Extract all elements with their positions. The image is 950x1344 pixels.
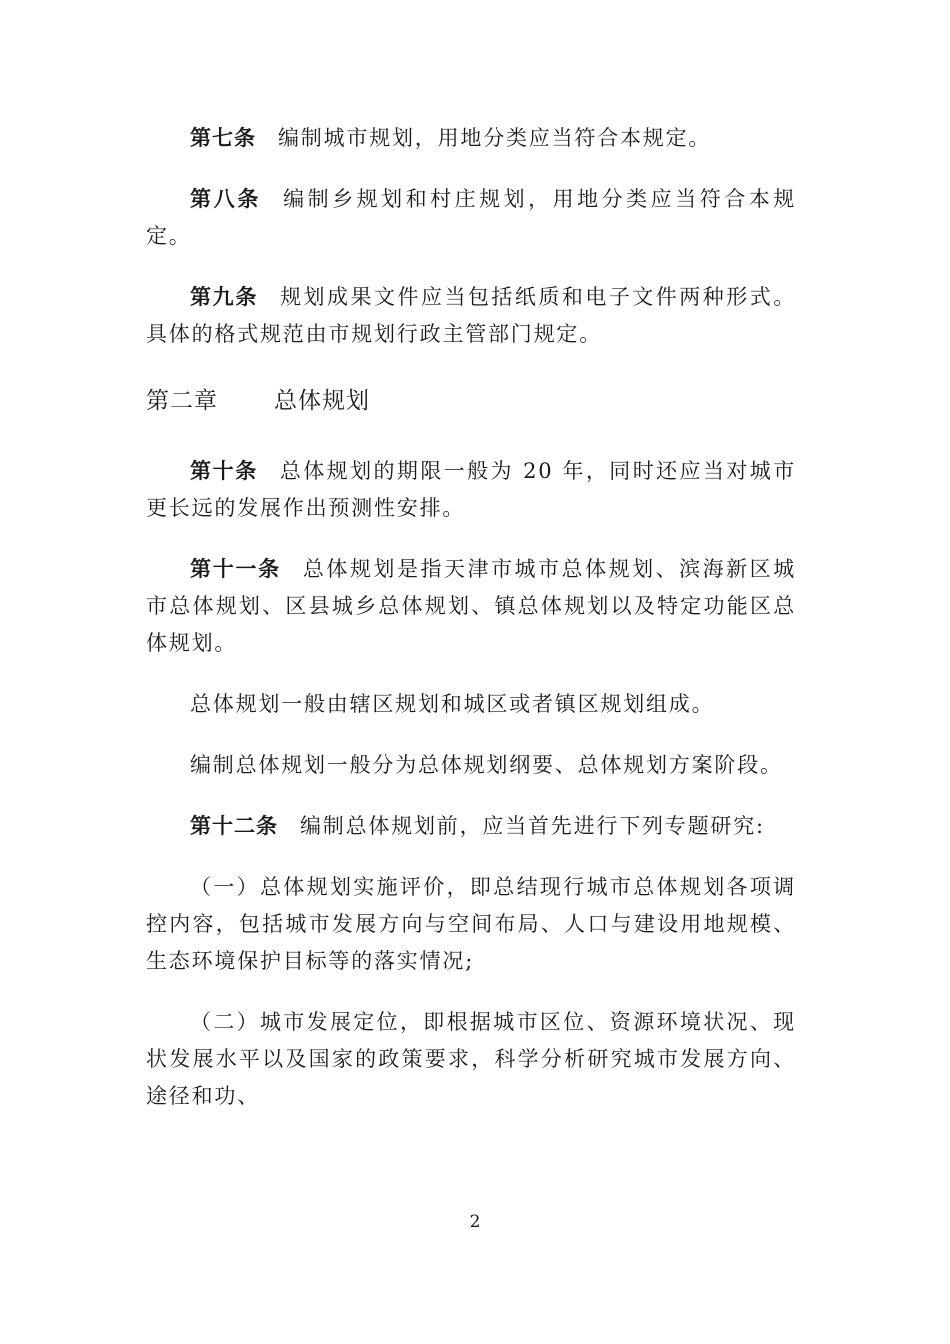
article-12-item-1: （一）总体规划实施评价，即总结现行城市总体规划各项调控内容，包括城市发展方向与空间布局、人口与建设用地规模、生态环境保护目标等的落实情况; (146, 875, 796, 973)
article-11-text: 总体规划是指天津市城市总体规划、滨海新区城市总体规划、区县城乡总体规划、镇总体规划以及特定功能区总体规划。 (146, 557, 796, 655)
article-7-label: 第七条 (190, 126, 256, 150)
article-7-text: 编制城市规划，用地分类应当符合本规定。 (278, 126, 712, 150)
article-10-label: 第十条 (190, 459, 258, 483)
article-11-label: 第十一条 (190, 557, 281, 581)
article-8-text: 编制乡规划和村庄规划，用地分类应当符合本规定。 (146, 187, 796, 248)
article-12-item-2: （二）城市发展定位，即根据城市区位、资源环境状况、现状发展水平以及国家的政策要求，科学分析研究城市发展方向、途径和功、 (146, 1010, 796, 1108)
article-12-label: 第十二条 (190, 814, 278, 838)
chapter-title: 总体规划 (274, 388, 370, 414)
article-12-text: 编制总体规划前，应当首先进行下列专题研究: (300, 814, 765, 838)
chapter-heading (146, 383, 796, 420)
chapter-number: 第二章 (146, 388, 218, 414)
article-10 (146, 453, 796, 527)
article-7 (146, 120, 796, 157)
article-9-label: 第九条 (190, 285, 259, 309)
article-8 (146, 181, 796, 255)
article-12 (146, 808, 796, 845)
page-content (146, 120, 796, 1139)
article-8-label: 第八条 (190, 187, 262, 211)
article-11 (146, 551, 796, 662)
article-10-text: 总体规划的期限一般为 20 年，同时还应当对城市更长远的发展作出预测性安排。 (146, 459, 796, 520)
article-9 (146, 279, 796, 353)
article-11-para-b: 编制总体规划一般分为总体规划纲要、总体规划方案阶段。 (190, 753, 783, 777)
article-9-text: 规划成果文件应当包括纸质和电子文件两种形式。具体的格式规范由市规划行政主管部门规定。 (146, 285, 797, 346)
article-11-para-a: 总体规划一般由辖区规划和城区或者镇区规划组成。 (190, 692, 715, 716)
page-number: 2 (469, 1212, 481, 1232)
